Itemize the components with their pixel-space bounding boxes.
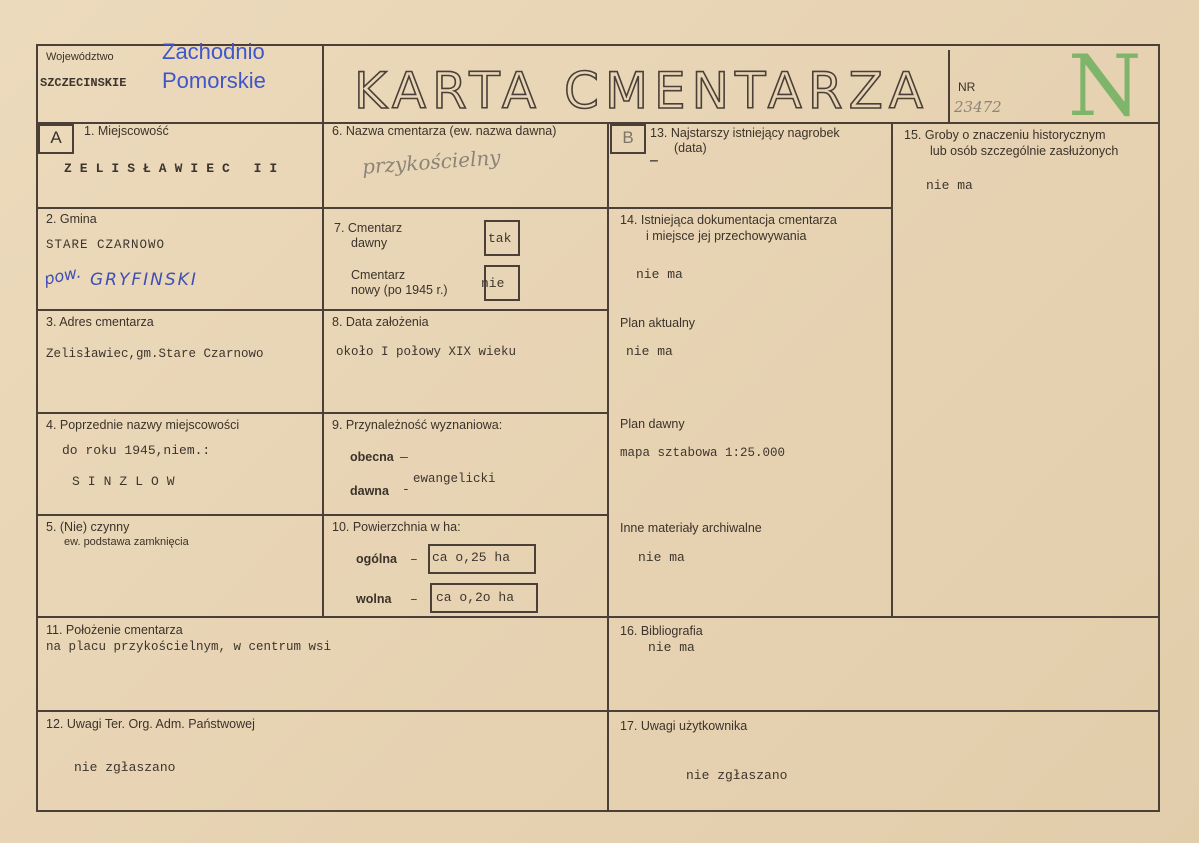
field-9-former-label: dawna (350, 484, 389, 498)
field-3-label: 3. Adres cmentarza (46, 315, 154, 329)
field-13-value: — (650, 153, 658, 168)
field-11-value: na placu przykościelnym, w centrum wsi (46, 640, 332, 654)
voivodeship-stamp-line-2: Pomorskie (162, 68, 266, 93)
frame-bottom (36, 810, 1160, 812)
nr-value: 23472 (954, 98, 1002, 116)
field-7-old-value: tak (488, 231, 512, 246)
field-17-label: 17. Uwagi użytkownika (620, 719, 748, 733)
field-10-total-dash: – (410, 552, 418, 567)
field-12-value: nie zgłaszano (74, 760, 176, 775)
field-16-value: nie ma (648, 640, 695, 655)
field-8-value: około I połowy XIX wieku (336, 345, 517, 359)
field-2-value: STARE CZARNOWO (46, 238, 166, 252)
field-7-old-label: dawny (351, 236, 388, 250)
field-13-label-1: 13. Najstarszy istniejący nagrobek (650, 126, 840, 140)
frame-left (36, 44, 38, 812)
field-4-value: SINZLOW (72, 474, 183, 489)
field-14-value: nie ma (636, 267, 683, 282)
field-15-label-2: lub osób szczególnie zasłużonych (930, 144, 1119, 158)
row-line-2 (36, 309, 608, 311)
plan-old-label: Plan dawny (620, 417, 685, 431)
header-bottom (36, 122, 1160, 124)
field-14-label-1: 14. Istniejąca dokumentacja cmentarza (620, 213, 837, 227)
section-a-letter: A (50, 128, 62, 147)
field-10-free-dash: – (410, 592, 418, 607)
field-4-sub: do roku 1945,niem.: (62, 443, 211, 458)
voivodeship-label: Województwo (46, 51, 114, 63)
field-10-total-value: ca o,25 ha (432, 550, 511, 565)
field-2-label: 2. Gmina (46, 212, 97, 226)
field-9-current-dash: — (400, 450, 408, 465)
row-line-1 (36, 207, 608, 209)
field-7-new-label-1: Cmentarz (351, 268, 406, 282)
field-1-value: ZELISŁAWIEC II (64, 161, 286, 176)
field-9-former-value: ewangelicki (413, 472, 496, 486)
field-6-label: 6. Nazwa cmentarza (ew. nazwa dawna) (332, 124, 557, 138)
field-9-label: 9. Przynależność wyznaniowa: (332, 418, 503, 432)
field-15-value: nie ma (926, 178, 973, 193)
green-stamp-letter: N (1068, 37, 1142, 135)
field-3-value: Zelisławiec,gm.Stare Czarnowo (46, 347, 264, 361)
row-line-3 (36, 412, 608, 414)
nr-divider (948, 50, 950, 124)
plan-current-label: Plan aktualny (620, 316, 696, 330)
col-divider-2 (607, 122, 609, 810)
section-b-letter: B (622, 128, 634, 147)
field-17-value: nie zgłaszano (686, 768, 788, 783)
row-line-4 (36, 514, 608, 516)
field-2-pow-value: GRYFINSKI (90, 270, 198, 290)
plan-old-value: mapa sztabowa 1:25.000 (620, 446, 786, 460)
field-4-label: 4. Poprzednie nazwy miejscowości (46, 418, 240, 432)
b-row-line-1 (607, 207, 892, 209)
field-6-value: przykościelny (361, 145, 502, 179)
field-15-label-1: 15. Groby o znaczeniu historycznym (904, 128, 1106, 142)
field-16-label: 16. Bibliografia (620, 624, 703, 638)
field-10-free-value: ca o,2o ha (436, 590, 515, 605)
row-line-6 (36, 710, 1160, 712)
field-5-label: 5. (Nie) czynny (46, 520, 130, 534)
field-2-pow-prefix: pow. (42, 262, 83, 289)
field-10-total-label: ogólna (356, 552, 397, 566)
field-8-label: 8. Data założenia (332, 315, 429, 329)
field-5-sub: ew. podstawa zamknięcia (64, 536, 189, 548)
field-14-label-2: i miejsce jej przechowywania (646, 229, 807, 243)
field-9-current-label: obecna (350, 450, 394, 464)
card-title: KARTA CMENTARZA (354, 62, 930, 120)
field-11-label: 11. Położenie cmentarza (46, 623, 183, 637)
other-materials-label: Inne materiały archiwalne (620, 521, 762, 535)
frame-right (1158, 44, 1160, 812)
field-13-label-2: (data) (674, 141, 707, 155)
col-divider-3 (891, 122, 893, 618)
field-12-label: 12. Uwagi Ter. Org. Adm. Państwowej (46, 717, 255, 731)
field-7-new-value: nie (481, 276, 505, 291)
col-divider-1 (322, 44, 324, 616)
field-1-label: 1. Miejscowość (84, 124, 169, 138)
field-7-new-label-2: nowy (po 1945 r.) (351, 283, 448, 297)
field-10-free-label: wolna (356, 592, 392, 606)
voivodeship-stamp-line-1: Zachodnio (162, 39, 265, 64)
field-10-label: 10. Powierzchnia w ha: (332, 520, 461, 534)
row-line-5 (36, 616, 1160, 618)
field-7-label: 7. Cmentarz (334, 221, 403, 235)
field-9-former-dash: - (402, 482, 410, 497)
other-materials-value: nie ma (638, 550, 685, 565)
plan-current-value: nie ma (626, 344, 673, 359)
voivodeship-typed: SZCZECINSKIE (40, 76, 127, 90)
nr-label: NR (958, 80, 976, 94)
